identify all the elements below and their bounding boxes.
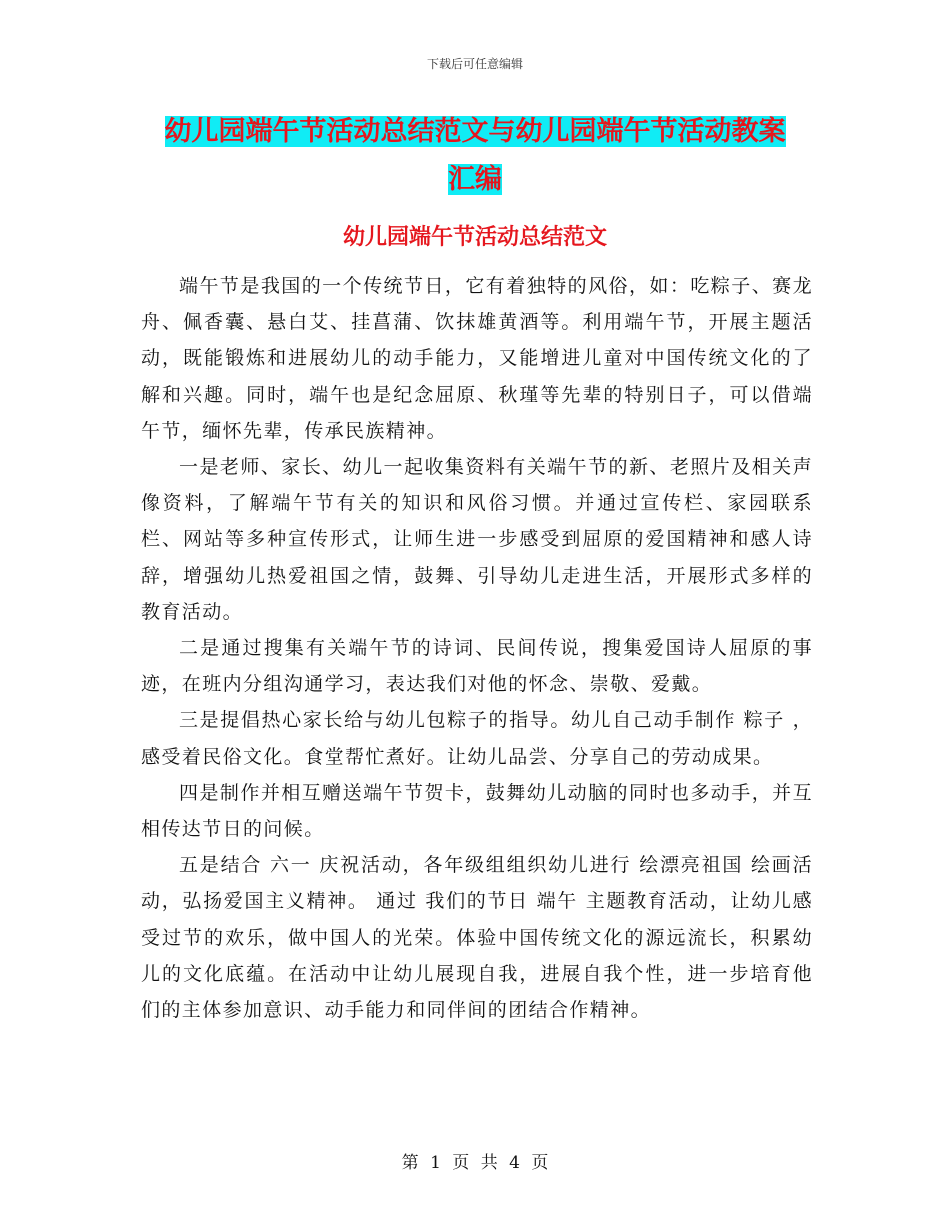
paragraph: 五是结合 六一 庆祝活动，各年级组组织幼儿进行 绘漂亮祖国 绘画活动，弘扬爱国主义精神。 通过 我们的节日 端午 主题教育活动，让幼儿感受过节的欢乐，做中国人的光荣。体验中国传统文化的源远流长，积累幼儿的文化底蕴。在活动中让幼儿展现自我，进展自我个性，进一步培育他们的主体参加意识、动手能力和同伴间的团结合作精神。	[141, 854, 813, 1022]
paragraph: 二是通过搜集有关端午节的诗词、民间传说，搜集爱国诗人屈原的事迹，在班内分组沟通学习，表达我们对他的怀念、崇敬、爱戴。	[141, 637, 813, 696]
page-footer: 第 1 页 共 4 页	[401, 1153, 549, 1173]
paragraph: 三是提倡热心家长给与幼儿包粽子的指导。幼儿自己动手制作 粽子 ，感受着民俗文化。食堂帮忙煮好。让幼儿品尝、分享自己的劳动成果。	[141, 709, 813, 768]
document-title	[0, 108, 950, 204]
title-line-1: 幼儿园端午节活动总结范文与幼儿园端午节活动教案	[164, 116, 786, 147]
section-title: 幼儿园端午节活动总结范文	[342, 225, 607, 250]
paragraph: 端午节是我国的一个传统节日，它有着独特的风俗，如：吃粽子、赛龙舟、佩香囊、悬白艾、挂菖蒲、饮抹雄黄酒等。利用端午节，开展主题活动，既能锻炼和进展幼儿的动手能力，又能增进儿童对中国传统文化的了解和兴趣。同时，端午也是纪念屈原、秋瑾等先辈的特别日子，可以借端午节，缅怀先辈，传承民族精神。	[141, 275, 813, 442]
paragraph: 四是制作并相互赠送端午节贺卡，鼓舞幼儿动脑的同时也多动手，并互相传达节日的问候。	[141, 781, 813, 841]
header-note: 下载后可任意编辑	[426, 57, 523, 71]
body-text	[141, 268, 813, 1028]
title-line-2: 汇编	[448, 164, 502, 195]
paragraph: 一是老师、家长、幼儿一起收集资料有关端午节的新、老照片及相关声像资料，了解端午节有关的知识和风俗习惯。并通过宣传栏、家园联系栏、网站等多种宣传形式，让师生进一步感受到屈原的爱国精神和感人诗辞，增强幼儿热爱祖国之情，鼓舞、引导幼儿走进生活，开展形式多样的教育活动。	[141, 456, 813, 623]
